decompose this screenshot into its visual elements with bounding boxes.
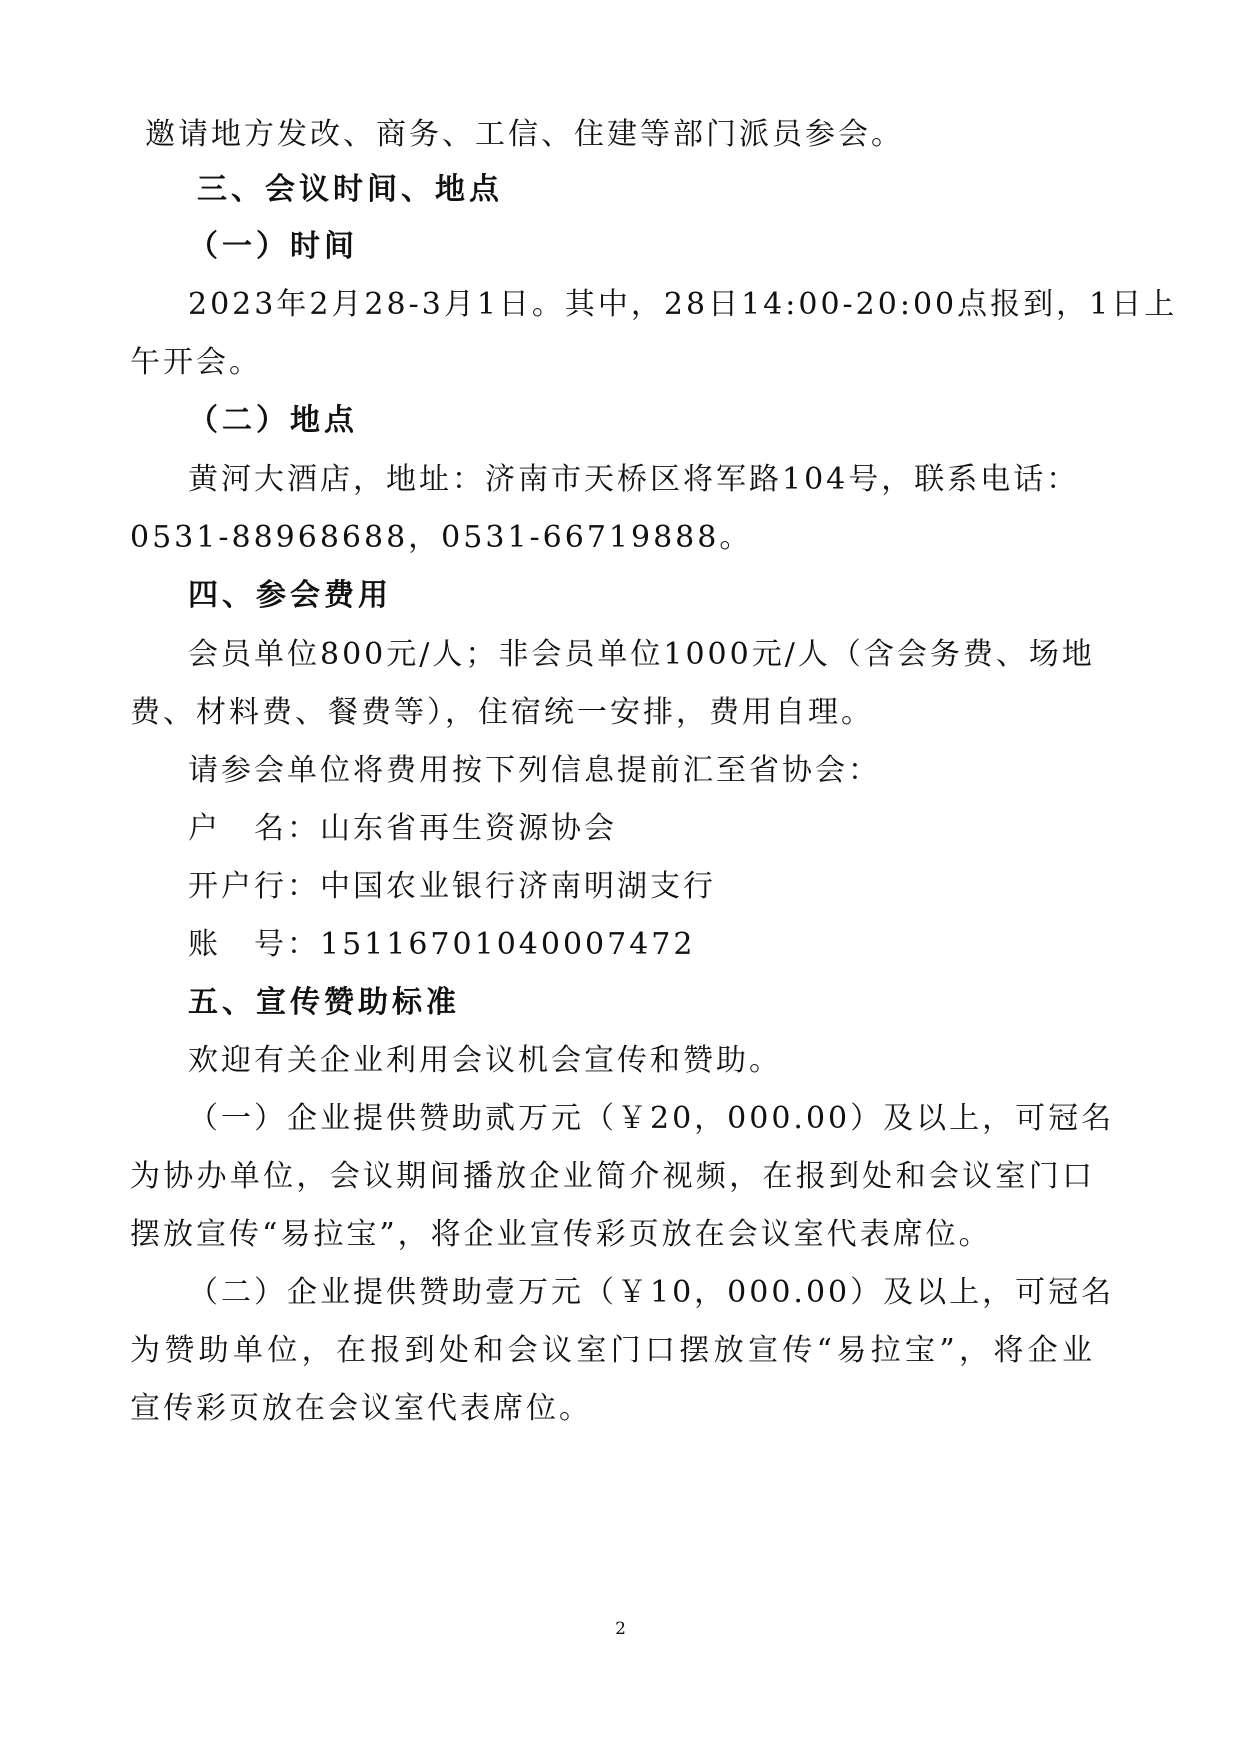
subheading-place: （二）地点: [188, 403, 358, 438]
section-heading-3: 三、会议时间、地点: [197, 172, 503, 207]
section-heading-5: 五、宣传赞助标准: [188, 985, 460, 1020]
paragraph-line: 为协办单位，会议期间播放企业简介视频，在报到处和会议室门口: [130, 1159, 1095, 1194]
paragraph-line: （二）企业提供赞助壹万元（￥10，000.00）及以上，可冠名: [188, 1275, 1115, 1310]
paragraph-line: 费、材料费、餐费等），住宿统一安排，费用自理。: [130, 695, 874, 730]
paragraph-line: 会员单位800元/人；非会员单位1000元/人（含会务费、场地: [188, 637, 1095, 672]
account-name: 户 名：山东省再生资源协会: [188, 811, 617, 846]
paragraph-line: 0531-88968688，0531-66719888。: [130, 520, 753, 555]
paragraph-line: 摆放宣传“易拉宝”，将企业宣传彩页放在会议室代表席位。: [130, 1217, 992, 1252]
subheading-time: （一）时间: [188, 229, 358, 264]
page-number: 2: [615, 1619, 626, 1639]
section-heading-4: 四、参会费用: [188, 578, 392, 613]
paragraph-line: 为赞助单位，在报到处和会议室门口摆放宣传“易拉宝”，将企业: [130, 1333, 1095, 1368]
paragraph-line: 邀请地方发改、商务、工信、住建等部门派员参会。: [145, 117, 904, 152]
paragraph-line: （一）企业提供赞助贰万元（￥20，000.00）及以上，可冠名: [188, 1101, 1115, 1136]
paragraph-line: 请参会单位将费用按下列信息提前汇至省协会：: [188, 753, 881, 788]
paragraph-line: 黄河大酒店，地址：济南市天桥区将军路104号，联系电话：: [188, 462, 1080, 497]
paragraph-line: 午开会。: [130, 345, 262, 380]
account-bank: 开户行：中国农业银行济南明湖支行: [188, 869, 716, 904]
account-number: 账 号：15116701040007472: [188, 927, 696, 962]
paragraph-line: 欢迎有关企业利用会议机会宣传和赞助。: [188, 1043, 782, 1078]
paragraph-line: 宣传彩页放在会议室代表席位。: [130, 1391, 592, 1426]
paragraph-line: 2023年2月28-3月1日。其中，28日14:00-20:00点报到，1日上: [188, 287, 1178, 322]
